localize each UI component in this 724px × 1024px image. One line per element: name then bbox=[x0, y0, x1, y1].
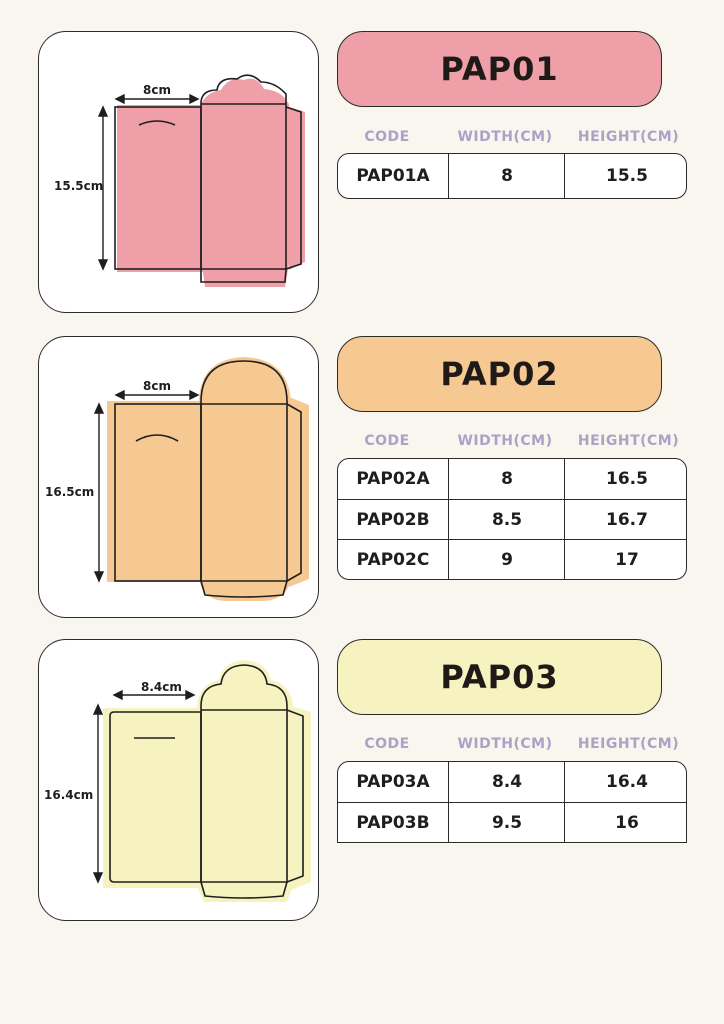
size-table-pap03 bbox=[337, 761, 687, 843]
size-table-pap01 bbox=[337, 153, 687, 199]
envelope-card-pap01 bbox=[38, 31, 319, 313]
code-cell: PAP02A bbox=[356, 469, 430, 489]
column-header-height: HEIGHT(CM) bbox=[577, 433, 680, 449]
column-header-code: CODE bbox=[364, 129, 410, 145]
column-header-width: WIDTH(CM) bbox=[457, 433, 553, 449]
column-header-width: WIDTH(CM) bbox=[457, 129, 553, 145]
section-title-pap01: PAP01 bbox=[337, 31, 662, 107]
column-header-code: CODE bbox=[364, 433, 410, 449]
column-header-height: HEIGHT(CM) bbox=[577, 129, 680, 145]
code-cell: PAP01A bbox=[356, 166, 430, 186]
height-cell: 15.5 bbox=[564, 154, 687, 198]
column-header-height: HEIGHT(CM) bbox=[577, 736, 680, 752]
size-table-pap02 bbox=[337, 458, 687, 580]
table-row bbox=[338, 802, 686, 842]
width-dimension-label: 8cm bbox=[143, 379, 171, 393]
width-cell: 8.4 bbox=[448, 762, 565, 802]
envelope-card-pap03 bbox=[38, 639, 319, 921]
table-row bbox=[338, 499, 686, 539]
table-row bbox=[338, 154, 686, 198]
width-dimension-label: 8cm bbox=[143, 83, 171, 97]
column-header-code: CODE bbox=[364, 736, 410, 752]
section-title-pap03: PAP03 bbox=[337, 639, 662, 715]
height-cell: 16.7 bbox=[564, 500, 687, 539]
section-title-pap02: PAP02 bbox=[337, 336, 662, 412]
envelope-card-pap02 bbox=[38, 336, 319, 618]
width-cell: 8 bbox=[448, 459, 565, 499]
code-cell: PAP03B bbox=[356, 812, 430, 833]
table-row bbox=[338, 539, 686, 579]
height-cell: 16 bbox=[564, 803, 687, 842]
table-row bbox=[338, 762, 686, 802]
width-cell: 9.5 bbox=[448, 803, 565, 842]
code-cell: PAP03A bbox=[356, 772, 430, 792]
envelope-template-diagram-pap02 bbox=[39, 337, 320, 619]
width-cell: 8 bbox=[448, 154, 565, 198]
column-header-width: WIDTH(CM) bbox=[457, 736, 553, 752]
height-cell: 16.4 bbox=[564, 762, 687, 802]
height-cell: 16.5 bbox=[564, 459, 687, 499]
table-row bbox=[338, 459, 686, 499]
code-cell: PAP02B bbox=[356, 509, 430, 530]
height-dimension-label: 15.5cm bbox=[54, 179, 104, 193]
width-dimension-label: 8.4cm bbox=[141, 680, 182, 694]
height-dimension-label: 16.4cm bbox=[44, 788, 94, 802]
width-cell: 8.5 bbox=[448, 500, 565, 539]
height-cell: 17 bbox=[564, 540, 687, 579]
height-dimension-label: 16.5cm bbox=[45, 485, 95, 499]
code-cell: PAP02C bbox=[356, 549, 430, 570]
envelope-template-diagram-pap01 bbox=[39, 32, 320, 314]
width-cell: 9 bbox=[448, 540, 565, 579]
